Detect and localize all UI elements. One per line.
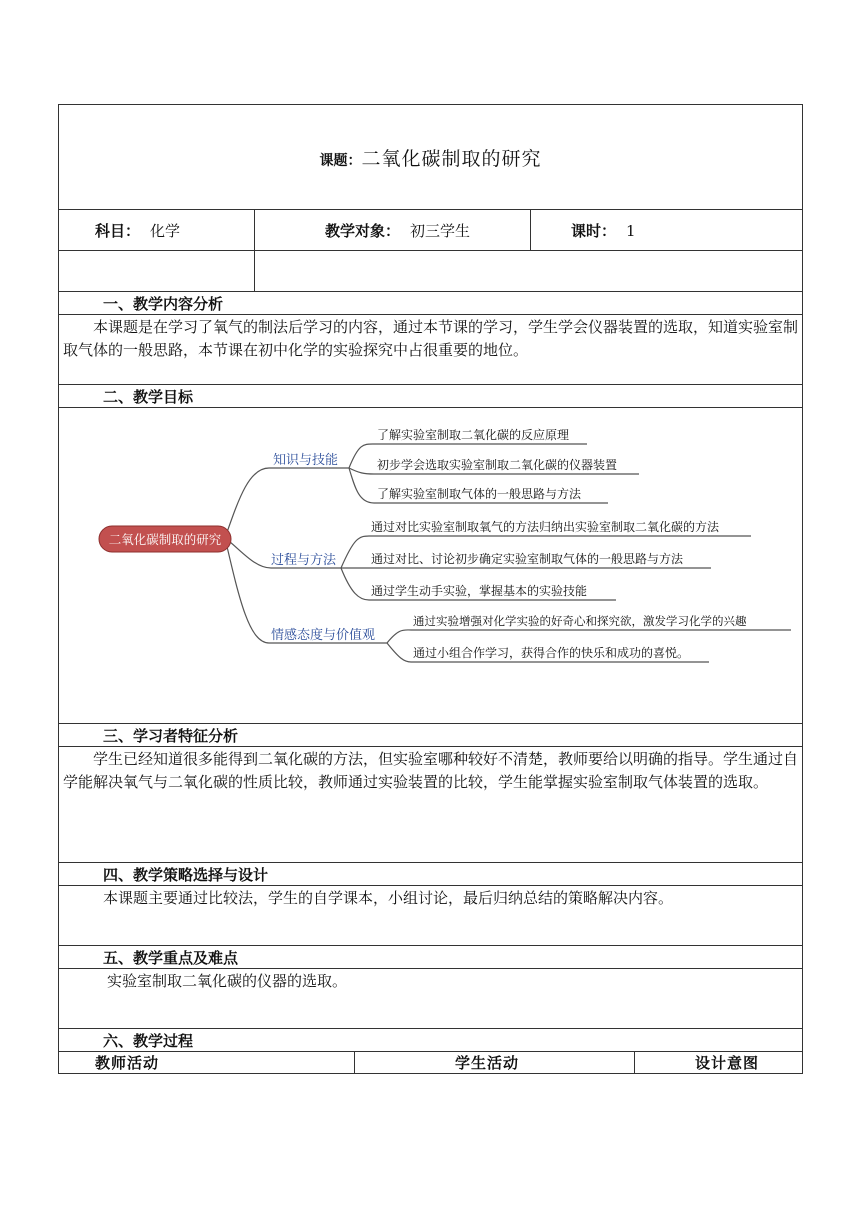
subject-value: 化学 (150, 221, 181, 240)
mindmap-leaf: 通过小组合作学习，获得合作的快乐和成功的喜悦。 (413, 646, 690, 660)
strategy-body (59, 886, 803, 946)
lesson-title: 二氧化碳制取的研究 (361, 147, 542, 170)
learner-analysis-body (59, 747, 803, 863)
strategy-text: 本课题主要通过比较法，学生的自学课本，小组讨论，最后归纳总结的策略解决内容。 (103, 889, 674, 907)
audience-value: 初三学生 (410, 221, 471, 240)
mindmap-leaf: 通过对比实验室制取氧气的方法归纳出实验室制取二氧化碳的方法 (371, 520, 720, 534)
content-analysis-body (59, 315, 803, 385)
objectives-mindmap-cell (59, 408, 803, 724)
period-label: 课时： (571, 221, 617, 240)
mindmap-branch-knowledge: 知识与技能 (273, 453, 339, 468)
objectives-mindmap (59, 408, 803, 723)
section-heading-key-points: 五、教学重点及难点 (59, 946, 803, 969)
mindmap-leaf: 了解实验室制取气体的一般思路与方法 (377, 487, 582, 501)
key-points-text: 实验室制取二氧化碳的仪器的选取。 (107, 972, 348, 990)
audience-cell (255, 210, 531, 251)
section-heading-content-analysis: 一、教学内容分析 (59, 292, 803, 315)
subject-label: 科目： (95, 221, 141, 240)
mindmap-leaf: 了解实验室制取二氧化碳的反应原理 (377, 428, 570, 442)
section-heading-learner-analysis: 三、学习者特征分析 (59, 724, 803, 747)
mindmap-leaf: 通过实验增强对化学实验的好奇心和探究欲，激发学习化学的兴趣 (413, 614, 747, 628)
section-heading-process: 六、教学过程 (59, 1029, 803, 1052)
mindmap-center-label: 二氧化碳制取的研究 (108, 532, 222, 547)
empty-cell (59, 251, 255, 292)
process-col-intent: 设计意图 (635, 1052, 803, 1074)
lesson-plan-table (58, 104, 803, 1074)
key-points-body (59, 969, 803, 1029)
mindmap-connector (387, 630, 791, 643)
section-heading-objectives: 二、教学目标 (59, 385, 803, 408)
mindmap-branch-process: 过程与方法 (271, 553, 337, 568)
period-value: 1 (626, 221, 636, 240)
process-col-student: 学生活动 (355, 1052, 635, 1074)
mindmap-branch-attitude: 情感态度与价值观 (271, 628, 376, 643)
empty-cell (255, 251, 803, 292)
learner-analysis-text: 学生已经知道很多能得到二氧化碳的方法，但实验室哪种较好不清楚，教师要给以明确的指导。学生通过自学能解决氧气与二氧化碳的性质比较，教师通过实验装置的比较，学生能掌握实验室制取气体装置的选取。 (63, 750, 799, 791)
mindmap-leaf: 通过学生动手实验，掌握基本的实验技能 (371, 584, 588, 598)
title-cell (59, 105, 803, 210)
mindmap-connector (225, 468, 349, 538)
section-heading-strategy: 四、教学策略选择与设计 (59, 863, 803, 886)
subject-cell (59, 210, 255, 251)
title-label: 课题： (319, 152, 362, 169)
mindmap-leaf: 初步学会选取实验室制取二氧化碳的仪器装置 (377, 458, 618, 472)
process-col-teacher: 教师活动 (59, 1052, 355, 1074)
audience-label: 教学对象： (325, 221, 401, 240)
content-analysis-text: 本课题是在学习了氧气的制法后学习的内容，通过本节课的学习，学生学会仪器装置的选取，知道实验室制取气体的一般思路，本节课在初中化学的实验探究中占很重要的地位。 (63, 318, 799, 359)
lesson-plan-document (58, 104, 802, 1074)
mindmap-leaf: 通过对比、讨论初步确定实验室制取气体的一般思路与方法 (371, 552, 684, 566)
period-cell (531, 210, 803, 251)
